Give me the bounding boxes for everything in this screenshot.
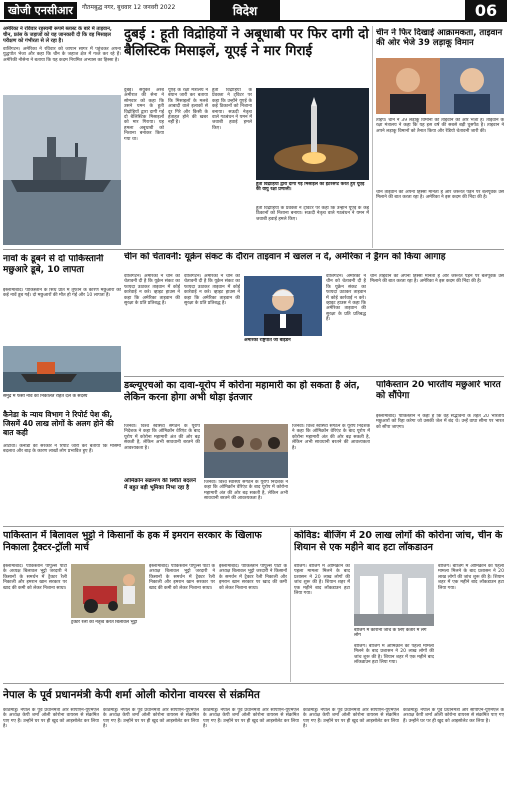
leaders-photo [376, 58, 504, 114]
rescue-photo-caption: समुद्र में फंसी नाव को निकालते राहत दल के सदस्य [3, 394, 88, 399]
who-europe-col1: जिनेवा। विश्व स्वास्थ्य संगठन के यूरोप निदेशक ने कहा कि ओमिक्रॉन वेरिएंट के बाद यूरोप में कोरोना महामारी अंत की ओर बढ़ सकती है, लेकिन अभी सावधानी बरतने की आवश्यकता है। [124, 424, 200, 451]
who-europe-col3: जिनेवा। विश्व स्वास्थ्य संगठन के यूरोप निदेशक ने कहा कि ओमिक्रॉन वेरिएंट के बाद यूरोप में कोरोना महामारी अंत की ओर बढ़ सकती है, लेकिन अभी सावधानी बरतने की आवश्यकता है। [292, 424, 370, 451]
uae-story-col4: हूती विद्रोहियों के प्रवक्ता ने ट्विटर पर कहा कि उन्होंने यूएई के कई ठिकानों को निशाना बनाया। सऊदी नेतृत्व वाले गठबंधन ने यमन में जवाबी हवाई हमले किए। [256, 206, 369, 222]
us-china-warning-headline: चीन को चेतावनी: यूक्रेन संकट के दौरान ताइवान में खलल न दें, अमेरिका ने ड्रैगन को किया आगाह [124, 252, 446, 262]
us-china-warning-col2: वाशिंगटन। अमेरिका ने चीन को चेतावनी दी है कि यूक्रेन संकट का फायदा उठाकर ताइवान में कोई कार्रवाई न करे। व्हाइट हाउस ने कहा कि अमेरिका ताइवान की सुरक्षा के प्रति प्रतिबद्ध है। [184, 274, 240, 307]
section-title: विदेश [210, 0, 280, 22]
bilawal-farmers-col2: इस्लामाबाद। पाकिस्तान पीपुल्स पार्टी के अध्यक्ष बिलावल भुट्टो जरदारी ने किसानों के समर्थन में ट्रैक्टर रैली निकाली और इमरान खान सरकार पर खाद की कमी को लेकर निशाना साधा। [149, 564, 215, 591]
canada-story-headline: कैनेडा के न्याय विभाग ने रिपोर्ट पेश की, जिसमें 40 लाख लोगों के अलग होने की बात कही [3, 410, 114, 437]
nepal-oli-col2: काठमांडू। नेपाल के पूर्व प्रधानमंत्री और सीपीएन-यूएमएल के अध्यक्ष केपी शर्मा ओली कोरोना वायरस से संक्रमित पाए गए हैं। उन्होंने घर पर ही खुद को आइसोलेट कर लिया है। [103, 708, 199, 730]
missile-photo-caption: हूती विद्रोहियों द्वारा दागी गई मिसाइल को इंटरसेप्ट करते हुए यूएई की वायु रक्षा प्रणाली। [256, 182, 365, 193]
crowd-photo [204, 424, 288, 478]
pak-record-headline: पाकिस्तान 20 भारतीय मछुआरे भारत को सौंपेगा [376, 380, 501, 401]
bottom-section-divider [3, 526, 504, 527]
tractor-rally-photo [71, 564, 145, 618]
biden-photo [244, 276, 322, 336]
canada-story-body: ओटावा। कनाडा की सरकार ने रिपोर्ट जारी कर बताया कि मौसमी बदलाव और बाढ़ के कारण लाखों लोग प्रभावित हुए हैं। [3, 444, 121, 455]
beijing-covid-col3: बीजिंग। बीजिंग में ओमिक्रॉन का पहला मामला मिलने के बाद प्रशासन ने 20 लाख लोगों की जांच शुरू की है। शियान शहर में एक महीने बाद लॉकडाउन हटा लिया गया। [438, 564, 504, 591]
uae-missile-headline: दुबई : हूती विद्रोहियों ने अबूधाबी पर फिर दागी दो बैलिस्टिक मिसाइलें, यूएई ने मार गिराई [124, 26, 369, 59]
nepal-divider [3, 683, 504, 684]
missile-photo [256, 88, 369, 180]
masthead [0, 0, 507, 22]
nepal-oli-col4: काठमांडू। नेपाल के पूर्व प्रधानमंत्री और सीपीएन-यूएमएल के अध्यक्ष केपी शर्मा ओली कोरोना वायरस से संक्रमित पाए गए हैं। उन्होंने घर पर ही खुद को आइसोलेट कर लिया है। [303, 708, 399, 730]
us-china-warning-col1: वाशिंगटन। अमेरिका ने चीन को चेतावनी दी है कि यूक्रेन संकट का फायदा उठाकर ताइवान में कोई कार्रवाई न करे। व्हाइट हाउस ने कहा कि अमेरिका ताइवान की सुरक्षा के प्रति प्रतिबद्ध है। [124, 274, 180, 307]
left-top-caption: अमेरिका ने रविवार रहस्यमी रूपमें ब्लास्ट के बारे में ताइवान, चीन, फ्रांस के जहाजों को यह जानकारी दी कि वह मिसाइल परीक्षण को गंभीरता से ले रहा है। [3, 26, 112, 44]
nepal-oli-col1: काठमांडू। नेपाल के पूर्व प्रधानमंत्री और सीपीएन-यूएमएल के अध्यक्ष केपी शर्मा ओली कोरोना वायरस से संक्रमित पाए गए हैं। उन्होंने घर पर ही खुद को आइसोलेट कर लिया है। [3, 708, 99, 730]
beijing-testing-photo [354, 564, 434, 626]
uae-story-col2: यूएई के रक्षा मंत्रालय ने बयान जारी कर बताया कि मिसाइलों के मलबे आबादी वाले इलाकों से दूर गिरे और किसी के हताहत होने की खबर नहीं है। [168, 88, 208, 126]
page-number: 06 [465, 0, 507, 22]
uae-story-col1: दुबई। संयुक्त अरब अमीरात की सेना ने सोमवार को कहा कि उसने यमन के हूती विद्रोहियों द्वारा दागी गई दो बैलिस्टिक मिसाइलों को मार गिराया। यह हमला अबूधाबी को निशाना बनाकर किया गया था। [124, 88, 164, 142]
nepal-oli-headline: नेपाल के पूर्व प्रधानमंत्री केपी शर्मा ओली कोरोना वायरस से संक्रमित [3, 689, 260, 701]
left-top-body: वाशिंगटन। अमेरिका ने रविवार को जापान सागर में पहुंचकर अपना युद्धपोत भेजा और कहा कि चीन के जहाज क्षेत्र में गश्त कर रहे हैं। अमेरिकी नौसेना ने बताया कि यह कदम नियमित अभ्यास का हिस्सा है। [3, 47, 121, 63]
bilawal-farmers-col3: इस्लामाबाद। पाकिस्तान पीपुल्स पार्टी के अध्यक्ष बिलावल भुट्टो जरदारी ने किसानों के समर्थन में ट्रैक्टर रैली निकाली और इमरान खान सरकार पर खाद की कमी को लेकर निशाना साधा। [219, 564, 287, 591]
beijing-covid-col2: बीजिंग। बीजिंग में ओमिक्रॉन का पहला मामला मिलने के बाद प्रशासन ने 20 लाख लोगों की जांच शुरू की है। शियान शहर में एक महीने बाद लॉकडाउन हटा लिया गया। [354, 644, 434, 666]
bottom-column-divider [290, 528, 291, 682]
bilawal-farmers-col1: इस्लामाबाद। पाकिस्तान पीपुल्स पार्टी के अध्यक्ष बिलावल भुट्टो जरदारी ने किसानों के समर्थन में ट्रैक्टर रैली निकाली और इमरान खान सरकार पर खाद की कमी को लेकर निशाना साधा। [3, 564, 67, 591]
who-europe-subhead: ओमिक्रॉन संक्रमण की स्थिति बदलने में बहुत बड़ी भूमिका निभा रहा है [124, 478, 196, 491]
china-taiwan-body-2: चीन ताइवान को अपना हिस्सा मानता है और जरूरत पड़ने पर बलपूर्वक उसे मिलाने की बात करता रहा है। अमेरिका ने इस कदम की निंदा की है। [376, 190, 504, 201]
china-taiwan-headline: चीन ने फिर दिखाई आक्रामकता, ताइवान की ओर भेजे 39 लड़ाकू विमान [376, 28, 503, 48]
biden-photo-caption: अमेरिकी राष्ट्रपति जो बाइडन [244, 338, 291, 343]
china-taiwan-body: ताइपे। चीन ने 39 लड़ाकू विमानों को ताइवान की ओर भेजा है। ताइवान के रक्षा मंत्रालय ने कहा कि यह इस वर्ष की सबसे बड़ी घुसपैठ है। ताइवान ने अपने लड़ाकू विमानों को तैनात किया और रेडियो चेतावनी जारी की। [376, 118, 504, 134]
pak-record-body: इस्लामाबाद। पाकिस्तान ने कहा है कि वह सद्भावना के तहत 20 भारतीय मछुआरों को रिहा करेगा जो उसकी जेल में बंद थे। उन्हें वाघा सीमा पर भारत को सौंपा जाएगा। [376, 414, 504, 430]
us-china-warning-col4: चीन ताइवान को अपना हिस्सा मानता है और जरूरत पड़ने पर बलपूर्वक उसे मिलाने की बात करता रहा है। अमेरिका ने इस कदम की निंदा की है। [370, 274, 504, 285]
nepal-oli-col5: काठमांडू। नेपाल के पूर्व प्रधानमंत्री और सीपीएन-यूएमएल के अध्यक्ष केपी शर्मा ओली कोरोना वायरस से संक्रमित पाए गए हैं। उन्होंने घर पर ही खुद को आइसोलेट कर लिया है। [403, 708, 504, 724]
newspaper-logo: खोजी एनसीआर [4, 2, 77, 19]
navy-ships-photo [3, 95, 121, 245]
tractor-rally-caption: ट्रैक्टर रैली का नेतृत्व करते बिलावल भुट्टो [71, 620, 138, 625]
column-divider [372, 26, 373, 248]
date-line: गौतमबुद्ध नगर, बुधवार 12 जनवरी 2022 [82, 4, 176, 11]
uae-story-col3: हूती विद्रोहियों के प्रवक्ता ने ट्विटर पर कहा कि उन्होंने यूएई के कई ठिकानों को निशाना बनाया। सऊदी नेतृत्व वाले गठबंधन ने यमन में जवाबी हवाई हमले किए। [212, 88, 252, 131]
pak-fishermen-body: इस्लामाबाद। पाकिस्तान के सिंध प्रांत में तूफान के कारण मछुआरों की कई नावें डूब गईं। दो मछुआरों की मौत हो गई और 10 लापता हैं। [3, 288, 121, 299]
us-china-warning-col3: वाशिंगटन। अमेरिका ने चीन को चेतावनी दी है कि यूक्रेन संकट का फायदा उठाकर ताइवान में कोई कार्रवाई न करे। व्हाइट हाउस ने कहा कि अमेरिका ताइवान की सुरक्षा के प्रति प्रतिबद्ध है। [326, 274, 366, 323]
who-europe-col2: जिनेवा। विश्व स्वास्थ्य संगठन के यूरोप निदेशक ने कहा कि ओमिक्रॉन वेरिएंट के बाद यूरोप में कोरोना महामारी अंत की ओर बढ़ सकती है, लेकिन अभी सावधानी बरतने की आवश्यकता है। [204, 480, 288, 502]
rescue-photo [3, 346, 121, 392]
who-europe-headline: डब्ल्यूएचओ का दावा-यूरोप में कोरोना महामारी का हो सकता है अंत, लेकिन करना होगा अभी थोड़ा इंतजार [124, 380, 360, 403]
nepal-oli-col3: काठमांडू। नेपाल के पूर्व प्रधानमंत्री और सीपीएन-यूएमएल के अध्यक्ष केपी शर्मा ओली कोरोना वायरस से संक्रमित पाए गए हैं। उन्होंने घर पर ही खुद को आइसोलेट कर लिया है। [203, 708, 299, 730]
beijing-covid-col1: बीजिंग। बीजिंग में ओमिक्रॉन का पहला मामला मिलने के बाद प्रशासन ने 20 लाख लोगों की जांच शुरू की है। शियान शहर में एक महीने बाद लॉकडाउन हटा लिया गया। [294, 564, 350, 597]
bilawal-farmers-headline: पाकिस्तान में बिलावल भुट्टो ने किसानों के हक में इमरान सरकार के खिलाफ निकाला ट्रैक्टर-ट्रॉली मार्च [3, 530, 262, 553]
who-divider [124, 376, 504, 377]
beijing-testing-caption: बीजिंग में कोरोना जांच के लिए कतार में लगे लोग [354, 628, 427, 639]
section-divider [3, 249, 504, 250]
pak-fishermen-headline: नावों के डूबने से दो पाकिस्तानी मछुआरे डूबे, 10 लापता [3, 254, 104, 275]
beijing-covid-headline: कोविड: बीजिंग में 20 लाख लोगों की कोरोना जांच, चीन के शियान से एक महीने बाद हटा लॉकडाउन [294, 530, 503, 553]
